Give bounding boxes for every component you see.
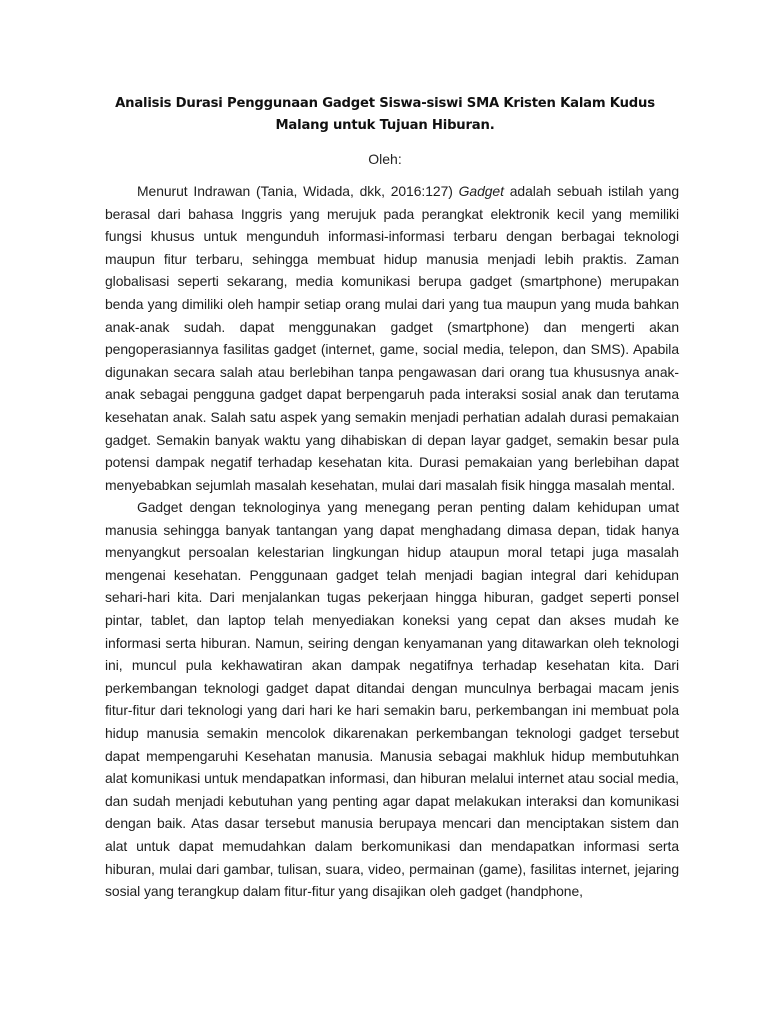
paragraph-1-body: adalah sebuah istilah yang berasal dari bahasa Inggris yang merujuk pada perangkat elektronik kecil yang memiliki fungsi khusus untuk mengunduh informasi-informasi terbaru dengan berbagai teknologi maupun fitur terbaru, sehingga membuat hidup manusia menjadi lebih praktis. Zaman globalisasi seperti sekarang, media komunikasi berupa gadget (smartphone) merupakan benda yang dimiliki oleh hampir setiap orang mulai dari yang tua maupun yang muda bahkan anak-anak sudah. dapat menggunakan gadget (smartphone) dan mengerti akan pengoperasiannya fasilitas gadget (internet, game, social media, telepon, dan SMS). Apabila digunakan secara salah atau berlebihan tanpa pengawasan dari orang tua khususnya anak-anak sebagai pengguna gadget dapat berpengaruh pada interaksi sosial anak dan terutama kesehatan anak. Salah satu aspek yang semakin menjadi perhatian adalah durasi pemakaian gadget. Semakin banyak waktu yang dihabiskan di depan layar gadget, semakin besar pula potensi dampak negatif terhadap kesehatan kita. Durasi pemakaian yang berlebihan dapat menyebabkan sejumlah masalah kesehatan, mulai dari masalah fisik hingga masalah mental. <box>105 183 679 493</box>
paragraph-1-intro: Menurut Indrawan (Tania, Widada, dkk, 2016:127) <box>137 183 459 199</box>
paragraph-1-italic-term: Gadget <box>458 183 504 199</box>
paragraph-1 <box>105 180 679 496</box>
paragraph-2: Gadget dengan teknologinya yang menegang peran penting dalam kehidupan umat manusia sehingga banyak tantangan yang dapat menghadang dimasa depan, tidak hanya menyangkut persoalan kelestarian lingkungan hidup ataupun moral tetapi juga masalah mengenai kesehatan. Penggunaan gadget telah menjadi bagian integral dari kehidupan sehari-hari kita. Dari menjalankan tugas pekerjaan hingga hiburan, gadget seperti ponsel pintar, tablet, dan laptop telah menyediakan koneksi yang cepat dan akses mudah ke informasi serta hiburan. Namun, seiring dengan kenyamanan yang ditawarkan oleh teknologi ini, muncul pula kekhawatiran akan dampak negatifnya terhadap kesehatan kita. Dari perkembangan teknologi gadget dapat ditandai dengan munculnya berbagai macam jenis fitur-fitur dari teknologi yang dari hari ke hari semakin baru, perkembangan ini membuat pola hidup manusia semakin mencolok dikarenakan perkembangan teknologi gadget tersebut dapat mempengaruhi Kesehatan manusia. Manusia sebagai makhluk hidup membutuhkan alat komunikasi untuk mendapatkan informasi, dan hiburan melalui internet atau social media, dan sudah menjadi kebutuhan yang penting agar dapat melakukan interaksi dan komunikasi dengan baik. Atas dasar tersebut manusia berupaya mencari dan menciptakan sistem dan alat untuk dapat memudahkan dalam berkomunikasi dan mendapatkan informasi serta hiburan, mulai dari gambar, tulisan, suara, video, permainan (game), fasilitas internet, jejaring sosial yang terangkup dalam fitur-fitur yang disajikan oleh gadget (handphone, <box>105 499 679 900</box>
author-byline: Oleh: <box>368 151 402 167</box>
document-title: Analisis Durasi Penggunaan Gadget Siswa-siswi SMA Kristen Kalam Kudus Malang untuk Tujuan Hiburan. <box>115 96 655 133</box>
